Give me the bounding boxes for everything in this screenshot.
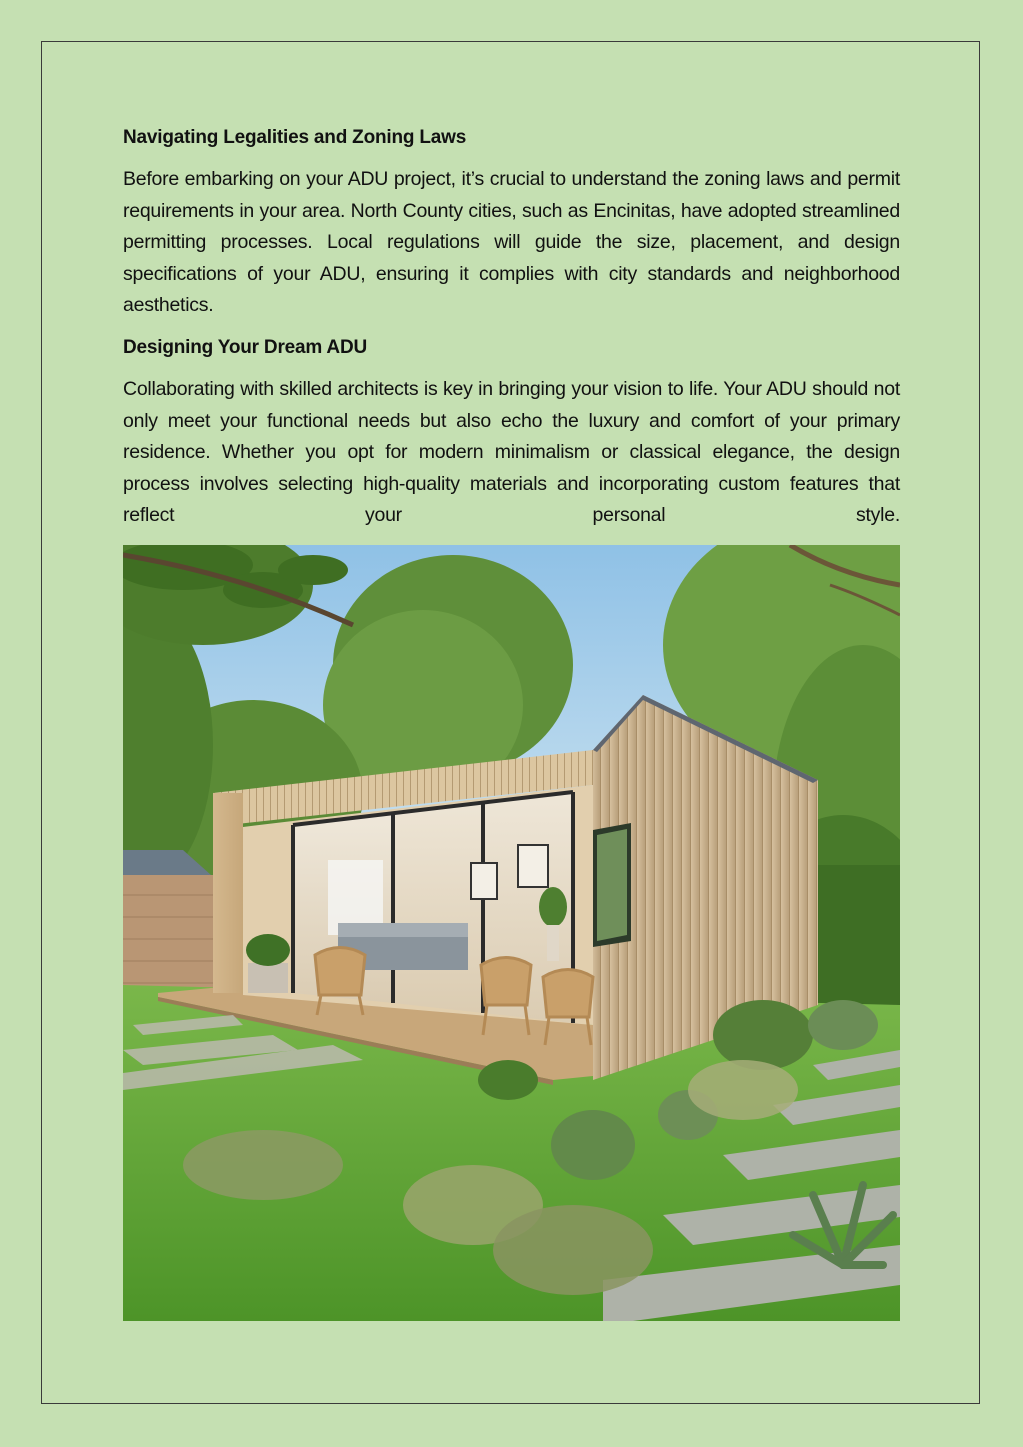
section-body-design: Collaborating with skilled architects is key in bringing your vision to life. Your ADU should not only meet your functional needs but also echo the luxury and comfort of your primary residence. Whether you opt for modern minimalism or classical elegance, the design process involves selecting high-quality materials and incorporating custom features that reflect your personal style. [123, 377, 900, 527]
section-heading-design: Designing Your Dream ADU [123, 336, 367, 358]
document-content [123, 124, 900, 532]
section-body-legalities: Before embarking on your ADU project, it’s crucial to understand the zoning laws and permit requirements in your area. North County cities, such as Encinitas, have adopted streamlined permitting processes. Local regulations will guide the size, placement, and design specifications of your ADU, ensuring it complies with city standards and neighborhood aesthetics. [123, 168, 900, 317]
adu-backyard-illustration [123, 545, 900, 1321]
section-heading-legalities: Navigating Legalities and Zoning Laws [123, 127, 467, 148]
